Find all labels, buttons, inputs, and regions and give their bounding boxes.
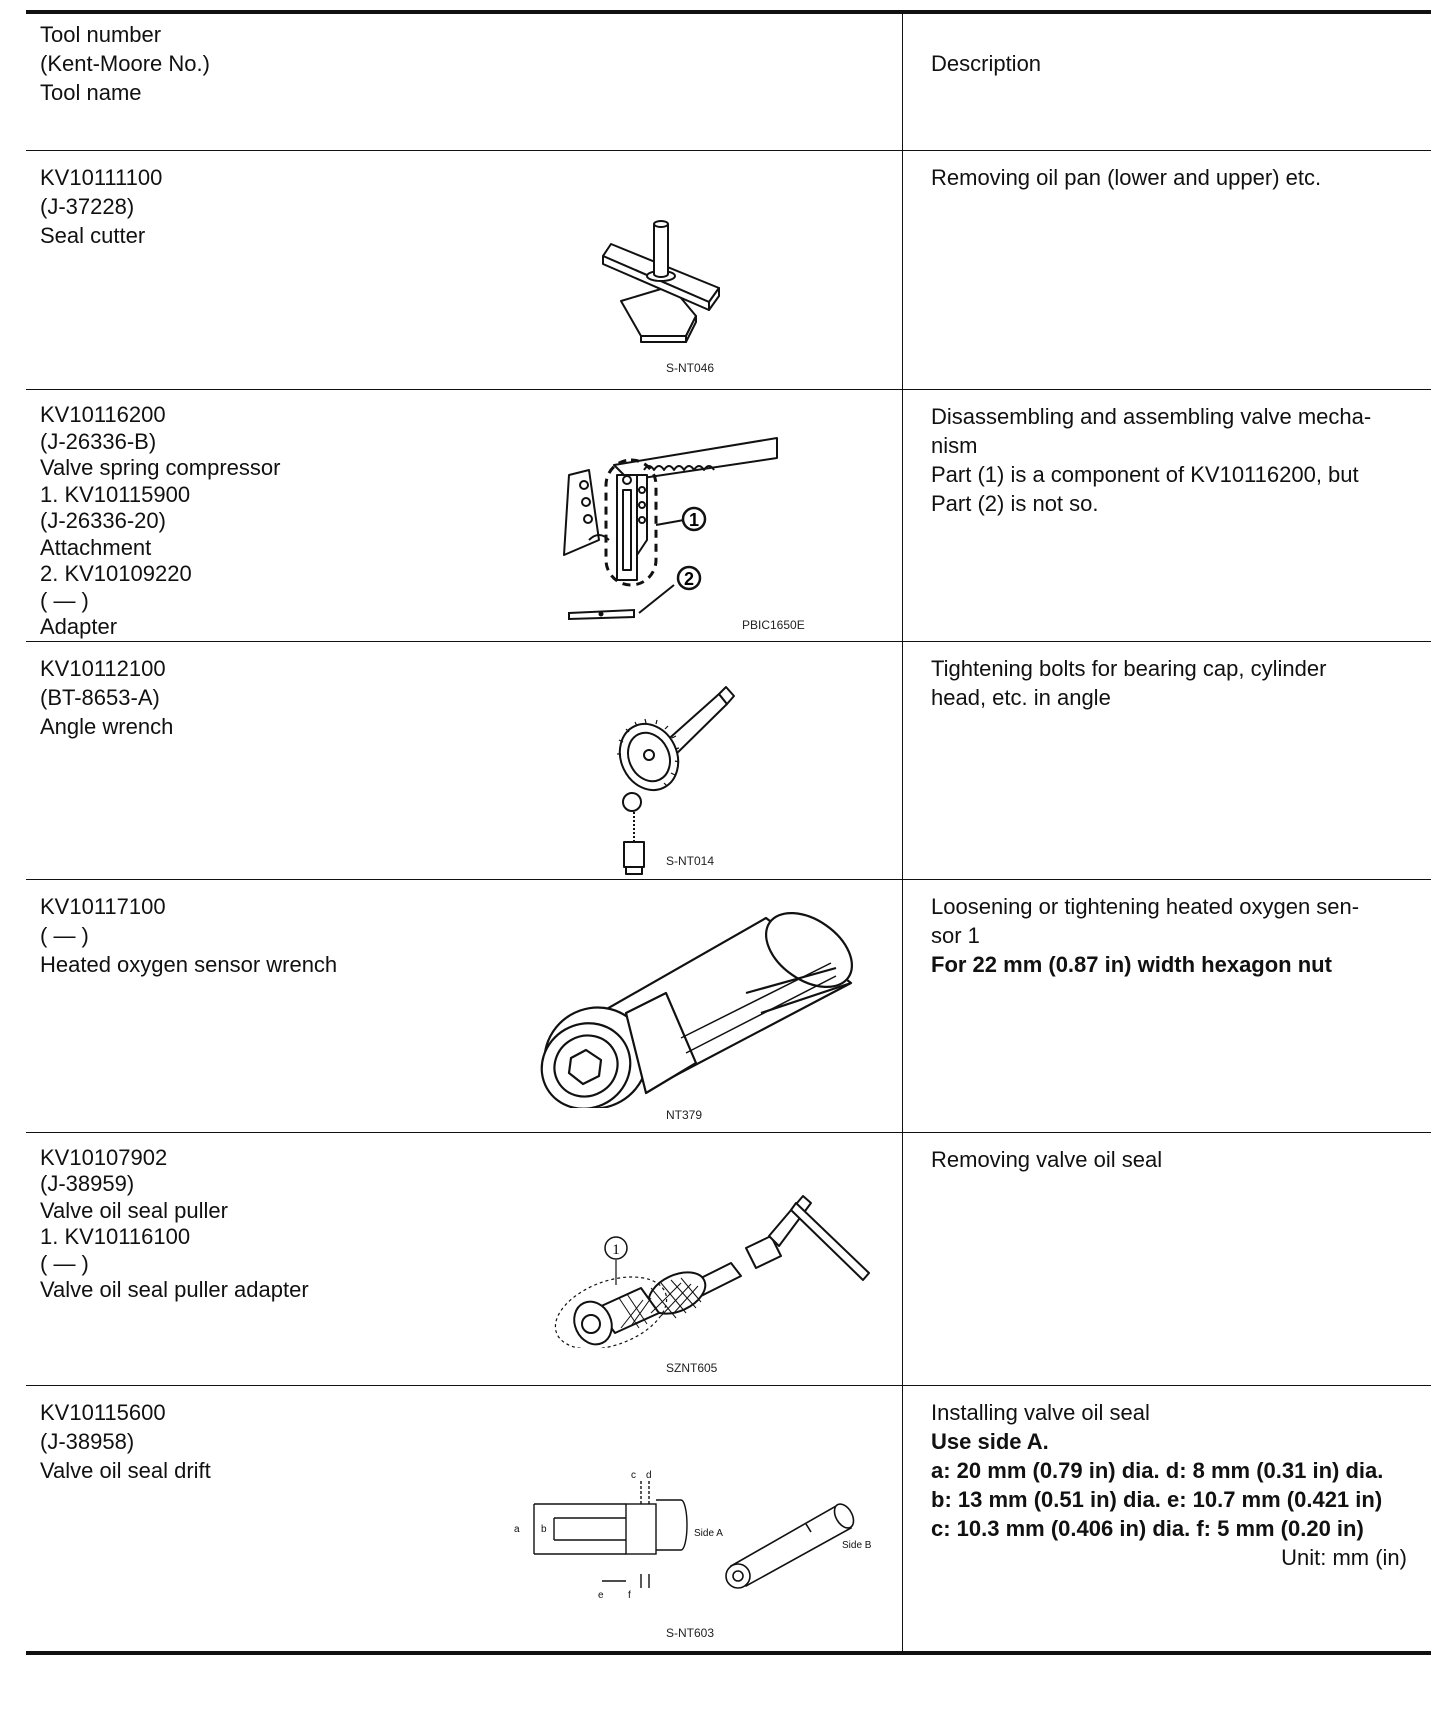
description-cell	[903, 879, 1432, 1132]
description-line: Loosening or tightening heated oxygen sen-	[931, 893, 1360, 919]
figure-id: S-NT603	[666, 1625, 715, 1640]
valve-oil-seal-drift-illustration	[506, 1466, 886, 1616]
kent-moore-number: (J-38959)	[40, 1171, 135, 1196]
component-name: Adapter	[40, 614, 118, 639]
callout-1: 1	[688, 510, 700, 530]
tool-name: Seal cutter	[40, 223, 146, 248]
table-row	[26, 641, 1431, 879]
description-line: sor 1	[931, 922, 980, 948]
figure-id: PBIC1650E	[742, 618, 805, 632]
description-line: Installing valve oil seal	[931, 1399, 1150, 1425]
component-kent-moore: ( — )	[40, 1250, 89, 1276]
dim-label-b: b	[541, 1523, 547, 1535]
component-number: 2. KV10109220	[40, 561, 192, 586]
tool-cell	[26, 151, 903, 390]
component-kent-moore: (J-26336-20)	[40, 508, 166, 533]
kent-moore-number: (J-37228)	[40, 194, 135, 219]
tool-name: Heated oxygen sensor wrench	[40, 951, 338, 977]
description-line: Removing valve oil seal	[931, 1146, 1163, 1172]
description-cell	[903, 1385, 1432, 1653]
table-row	[26, 879, 1431, 1132]
figure-id: SZNT605	[666, 1360, 718, 1375]
kent-moore-number: (J-26336-B)	[40, 428, 157, 454]
component-kent-moore: ( — )	[40, 587, 89, 613]
description-bold-line: For 22 mm (0.87 in) width hexagon nut	[931, 951, 1332, 977]
kent-moore-number: (J-38958)	[40, 1428, 135, 1454]
valve-spring-compressor-illustration	[559, 430, 789, 630]
description-line: Part (1) is a component of KV10116200, but	[931, 462, 1359, 487]
side-a-label: Side A	[694, 1527, 723, 1539]
component-number: 1. KV10116100	[40, 1224, 191, 1249]
description-line: head, etc. in angle	[931, 684, 1111, 710]
table-header-row	[26, 12, 1431, 151]
callout-1: 1	[612, 1241, 620, 1258]
tool-cell	[26, 641, 903, 879]
tool-name: Angle wrench	[40, 713, 174, 739]
description-bold-line: Use side A.	[931, 1428, 1049, 1454]
tool-name: Valve oil seal puller	[40, 1197, 228, 1223]
table-row	[26, 390, 1431, 642]
dim-label-c: c	[631, 1469, 636, 1481]
tool-cell	[26, 879, 903, 1132]
header-tool-cell	[26, 12, 903, 151]
tool-cell	[26, 390, 903, 642]
description-line: Tightening bolts for bearing cap, cylinder	[931, 655, 1327, 681]
description-line: Part (2) is not so.	[931, 491, 1099, 516]
dim-label-e: e	[598, 1589, 604, 1601]
side-b-label: Side B	[842, 1539, 872, 1551]
description-cell	[903, 390, 1432, 642]
description-line: nism	[931, 433, 978, 458]
table-row	[26, 1385, 1431, 1653]
figure-id: NT379	[666, 1107, 703, 1122]
tool-name: Valve spring compressor	[40, 455, 281, 480]
header-tool-line: Tool name	[40, 80, 142, 105]
header-description-cell: Description	[903, 12, 1432, 151]
table-row	[26, 1132, 1431, 1385]
description-line: Disassembling and assembling valve mecha-	[931, 404, 1372, 429]
tool-number: KV10117100	[40, 893, 166, 919]
component-name: Valve oil seal puller adapter	[40, 1277, 309, 1302]
callout-2: 2	[683, 569, 695, 589]
description-bold-line: b: 13 mm (0.51 in) dia. e: 10.7 mm (0.421 in)	[931, 1486, 1383, 1512]
unit-note: Unit: mm (in)	[1281, 1544, 1407, 1570]
component-name: Attachment	[40, 534, 152, 560]
figure-id: S-NT014	[666, 853, 715, 868]
special-service-tools-table	[26, 10, 1431, 1655]
angle-wrench-illustration	[604, 682, 754, 882]
component-number: 1. KV10115900	[40, 481, 191, 507]
figure-id: S-NT046	[666, 361, 715, 375]
seal-cutter-illustration	[601, 216, 751, 351]
description-cell	[903, 641, 1432, 879]
dim-label-a: a	[514, 1523, 520, 1535]
tool-cell	[26, 1132, 903, 1385]
tool-number: KV10116200	[40, 402, 166, 427]
dim-label-f: f	[628, 1589, 631, 1601]
oxygen-sensor-socket-illustration	[531, 908, 861, 1108]
description-cell	[903, 1132, 1432, 1385]
dim-label-d: d	[646, 1469, 652, 1481]
tool-number: KV10112100	[40, 655, 166, 681]
description-bold-line: c: 10.3 mm (0.406 in) dia. f: 5 mm (0.20 in)	[931, 1515, 1364, 1541]
tool-number: KV10107902	[40, 1144, 168, 1170]
tool-number: KV10111100	[40, 165, 163, 190]
description-cell	[903, 151, 1432, 390]
table-row	[26, 151, 1431, 390]
valve-oil-seal-puller-illustration	[541, 1188, 871, 1348]
description-line: Removing oil pan (lower and upper) etc.	[931, 165, 1322, 190]
kent-moore-number: ( — )	[40, 922, 89, 948]
tool-cell	[26, 1385, 903, 1653]
description-bold-line: a: 20 mm (0.79 in) dia. d: 8 mm (0.31 in) dia.	[931, 1457, 1384, 1483]
header-tool-line: Tool number	[40, 22, 162, 47]
kent-moore-number: (BT-8653-A)	[40, 684, 160, 710]
tool-name: Valve oil seal drift	[40, 1457, 211, 1483]
tool-number: KV10115600	[40, 1399, 166, 1425]
header-tool-line: (Kent-Moore No.)	[40, 51, 210, 76]
